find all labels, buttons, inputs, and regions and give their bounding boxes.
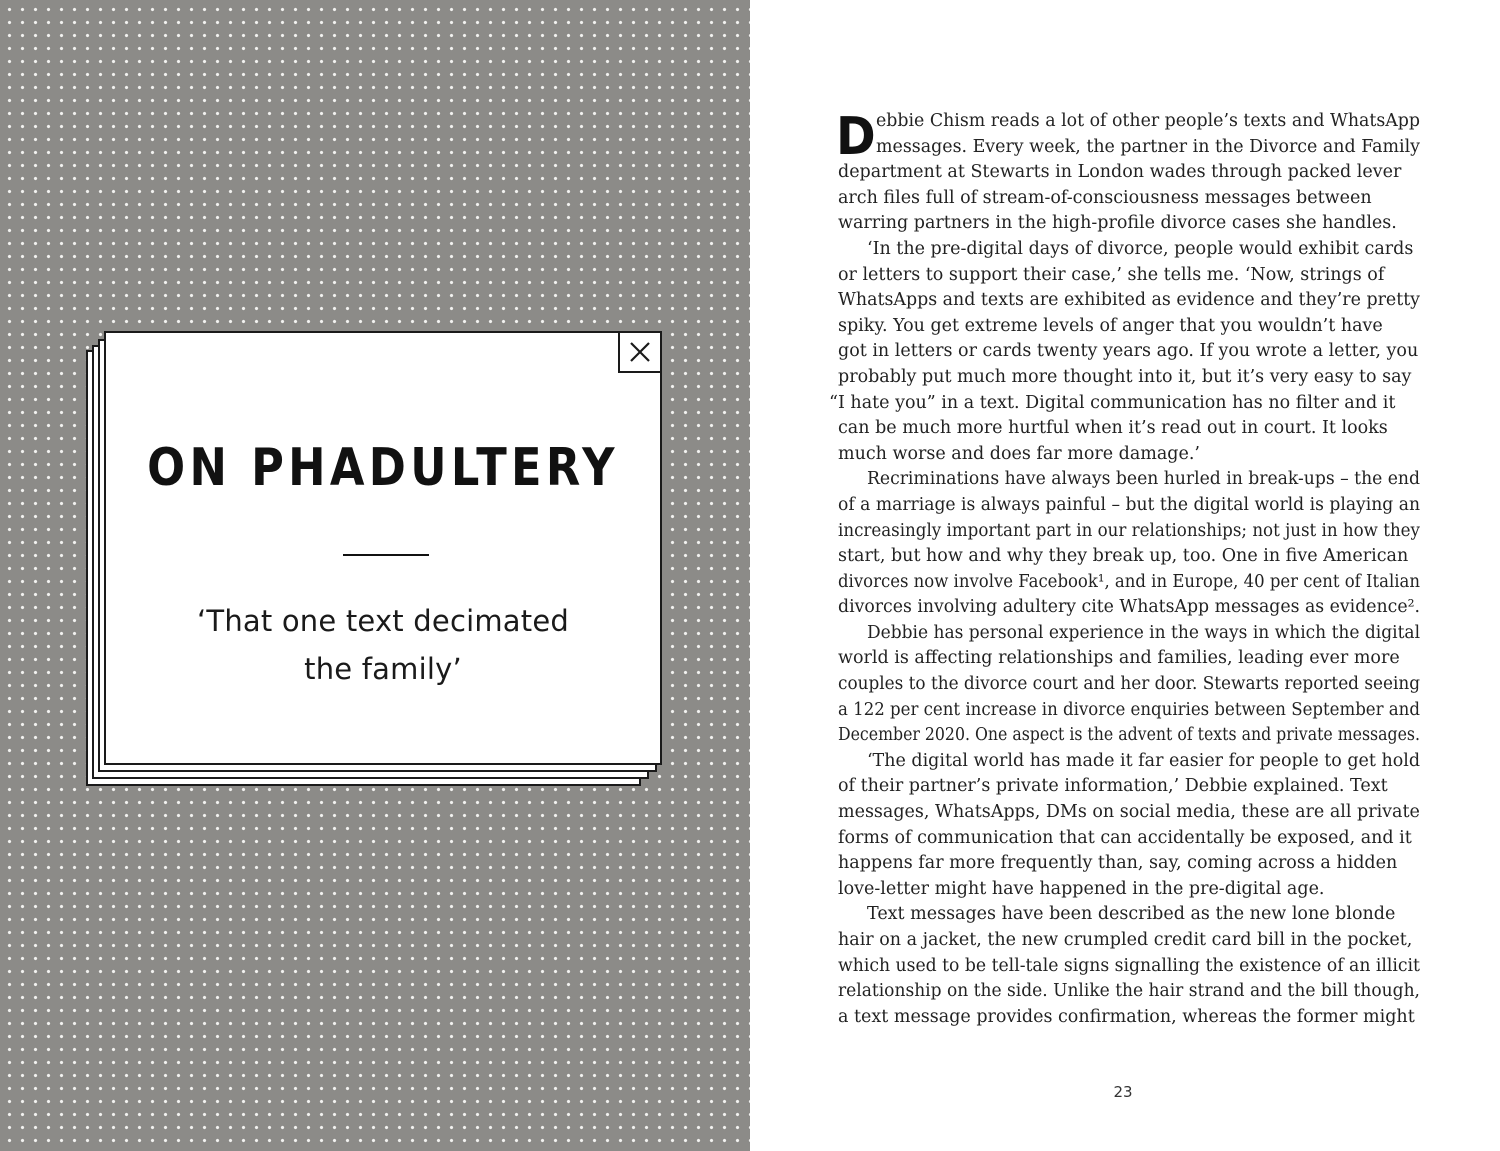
text-line: a 122 per cent increase in divorce enquiries between September and xyxy=(838,699,1420,720)
text-line: increasingly important part in our relationships; not just in how they xyxy=(838,520,1420,541)
text-line: warring partners in the high-profile divorce cases she handles. xyxy=(838,213,1397,234)
text-line: divorces now involve Facebook¹, and in Europe, 40 per cent of Italian xyxy=(838,571,1420,592)
body-text-page xyxy=(750,0,1500,1151)
text-line: hair on a jacket, the new crumpled credit card bill in the pocket, xyxy=(838,930,1413,950)
text-line: got in letters or cards twenty years ago. If you wrote a letter, you xyxy=(838,341,1419,362)
text-line: messages. Every week, the partner in the Divorce and Family xyxy=(876,136,1421,157)
text-line: or letters to support their case,’ she tells me. ‘Now, strings of xyxy=(838,264,1385,285)
text-line: “I hate you” in a text. Digital communication has no filter and it xyxy=(829,392,1396,413)
text-line: couples to the divorce court and her door. Stewarts reported seeing xyxy=(838,674,1421,695)
close-icon xyxy=(629,341,651,363)
text-line: of a marriage is always painful – but the digital world is playing an xyxy=(838,494,1421,515)
text-line: love-letter might have happened in the pre-digital age. xyxy=(838,878,1325,899)
text-line: ‘In the pre-digital days of divorce, people would exhibit cards xyxy=(867,238,1414,259)
epigraph-line: the family’ xyxy=(304,652,462,686)
close-button-illustration xyxy=(618,331,662,373)
text-line: December 2020. One aspect is the advent of texts and private messages. xyxy=(838,725,1420,746)
title-divider xyxy=(343,554,429,556)
drop-cap: D xyxy=(836,107,876,167)
text-line: ebbie Chism reads a lot of other people’s texts and WhatsApp xyxy=(876,111,1421,131)
text-line: WhatsApps and texts are exhibited as evidence and they’re pretty xyxy=(838,290,1421,311)
text-line: spiky. You get extreme levels of anger that you wouldn’t have xyxy=(838,315,1383,336)
text-line: divorces involving adultery cite WhatsApp messages as evidence². xyxy=(838,597,1421,618)
text-line: happens far more frequently than, say, coming across a hidden xyxy=(838,853,1398,874)
text-line: arch files full of stream-of-consciousness messages between xyxy=(838,187,1372,208)
text-line: start, but how and why they break up, too. One in five American xyxy=(838,546,1409,567)
text-line: relationship on the side. Unlike the hair strand and the bill though, xyxy=(838,981,1420,1002)
text-line: world is affecting relationships and families, leading ever more xyxy=(838,648,1400,669)
text-line: probably put much more thought into it, but it’s very easy to say xyxy=(838,366,1412,387)
text-line: of their partner’s private information,’ Debbie explained. Text xyxy=(838,776,1388,797)
text-line: messages, WhatsApps, DMs on social media, these are all private xyxy=(838,802,1420,823)
text-line: Text messages have been described as the new lone blonde xyxy=(867,904,1396,925)
text-line: much worse and does far more damage.’ xyxy=(838,443,1200,464)
page-number: 23 xyxy=(1113,1083,1133,1101)
body-text xyxy=(829,107,1438,1030)
epigraph-line: ‘That one text decimated xyxy=(196,604,569,638)
text-line: which used to be tell-tale signs signalling the existence of an illicit xyxy=(838,955,1420,976)
text-line: Debbie has personal experience in the ways in which the digital xyxy=(867,622,1421,643)
chapter-epigraph xyxy=(106,597,660,693)
text-line: forms of communication that can accidentally be exposed, and it xyxy=(838,827,1412,848)
chapter-title-card xyxy=(104,331,662,765)
text-line: a text message provides confirmation, whereas the former might xyxy=(838,1006,1415,1027)
text-line: department at Stewarts in London wades through packed lever xyxy=(838,162,1402,183)
text-line: ‘The digital world has made it far easier for people to get hold xyxy=(867,750,1421,771)
text-line: Recriminations have always been hurled in break-ups – the end xyxy=(867,469,1421,490)
chapter-title: ON PHADULTERY xyxy=(147,438,619,498)
text-line: can be much more hurtful when it’s read out in court. It looks xyxy=(838,418,1388,439)
